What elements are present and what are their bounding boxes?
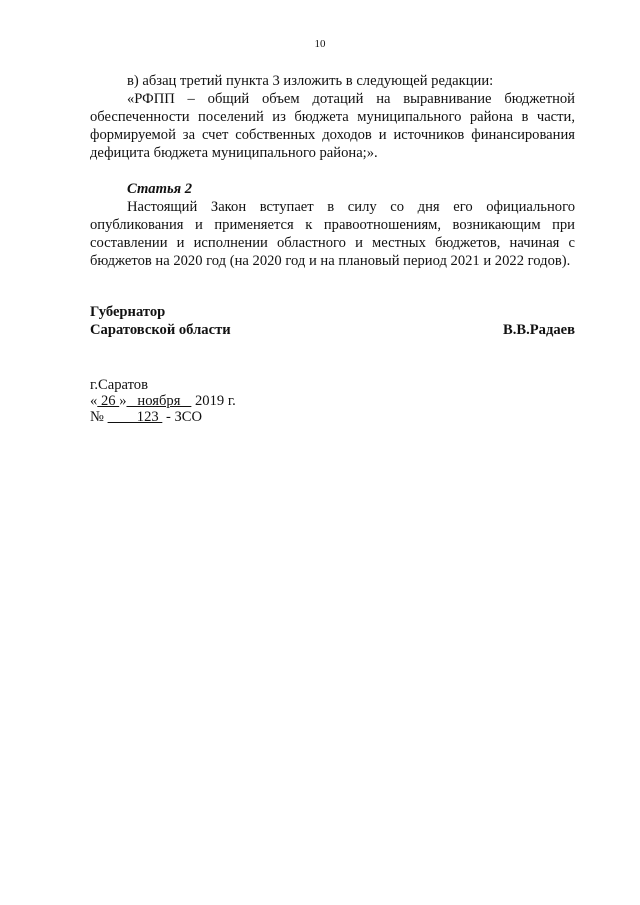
amendment-quote: «РФПП – общий объем дотаций на выравнивание бюджетной обеспеченности поселений из бюджета муниципального района в части, формируемой за счет собственных доходов и источников финансирования дефицита бюджета муниципального района;». (90, 91, 575, 161)
article-2-text: Настоящий Закон вступает в силу со дня его официального опубликования и применяется к правоотношениям, возникающим при составлении и исполнении областного и местных бюджетов, начиная с бюджетов на 2020 год (на 2020 год и на плановый период 2021 и 2022 годов). (90, 199, 575, 269)
amendment-block (90, 72, 575, 162)
number-suffix: - ЗСО (162, 409, 203, 425)
date-day: 26 (97, 393, 120, 409)
date-month: ноября (126, 393, 192, 409)
article-2-block (90, 180, 575, 270)
number-line (90, 409, 236, 425)
article-2-heading: Статья 2 (127, 181, 193, 197)
number-prefix: № (90, 409, 108, 425)
date-year: 2019 г. (191, 393, 236, 409)
date-line (90, 393, 236, 409)
document-meta (90, 377, 236, 425)
city-line: г.Саратов (90, 377, 148, 393)
signature-role-line-1: Губернатор (90, 304, 166, 320)
signature-role-line-2: Саратовской области (90, 322, 231, 338)
number-value: 123 (107, 409, 163, 425)
signer-name: В.В.Радаев (502, 322, 575, 338)
page-number: 10 (314, 38, 326, 50)
signature-block (90, 303, 575, 339)
amendment-intro: в) абзац третий пункта 3 изложить в следующей редакции: (127, 73, 494, 89)
date-close-quote: » (119, 393, 127, 409)
date-open-quote: « (90, 393, 98, 409)
